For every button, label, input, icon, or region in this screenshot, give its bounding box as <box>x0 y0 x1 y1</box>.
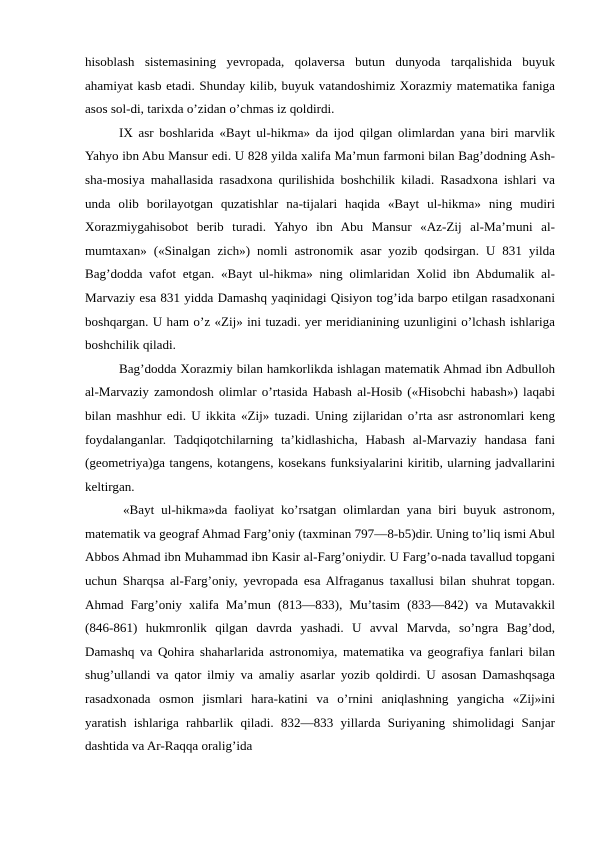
paragraph-bayt-ul-hikma-yahyo: IX asr boshlarida «Bayt ul-hikma» da ijod qilgan olimlardan yana biri marvlik Yahyo ibn Abu Mansur edi. U 828 yilda xalifa Ma’mun farmoni bilan Bag’dodning Ash-sha-mosiya mahallasida rasadxona qurilishida boshchilik kiladi. Rasadxona ishlari va unda olib borilayotgan quzatishlar na-tijalari haqida «Bayt ul-hikma» ning mudiri Xorazmiygahisobot berib turadi. Yahyo ibn Abu Mansur «Az-Zij al-Ma’muni al-mumtaxan» («Sinalgan zich») nomli astronomik asar yozib qodsirgan. U 831 yilda Bag’dodda vafot etgan. «Bayt ul-hikma» ning olimlaridan Xolid ibn Abdumalik al-Marvaziy esa 831 yidda Damashq yaqinidagi Qisiyon tog’ida barpo etilgan rasadxonani boshqargan. U ham o’z «Zij» ini tuzadi. yer meridianining uzunligini o’lchash ishlariga boshchilik qiladi. <box>85 124 555 353</box>
paragraph-habash-al-hosib: Bag’dodda Xorazmiy bilan hamkorlikda ishlagan matematik Ahmad ibn Adbulloh al-Marvaziy zamondosh olimlar o’rtasida Habash al-Hosib («Hisobchi habash») laqabi bilan mashhur edi. U ikkita «Zij» tuzadi. Uning zijlaridan o’rta asr astronomlari keng foydalanganlar. Tadqiqotchilarning ta’kidlashicha, Habash al-Marvaziy handasa fani (geometriya)ga tangens, kotangens, kosekans funksiyalarini kiritib, ularning jadvallarini keltirgan. <box>85 360 555 494</box>
paragraph-continuation: hisoblash sistemasining yevropada, qolaversa butun dunyoda tarqalishida buyuk ahamiyat kasb etadi. Shunday kilib, buyuk vatandoshimiz Xorazmiy matematika faniga asos sol-di, tarixda o’zidan o’chmas iz qoldirdi. <box>85 54 555 117</box>
document-page <box>85 50 555 758</box>
paragraph-ahmad-fargoniy: «Bayt ul-hikma»da faoliyat ko’rsatgan olimlardan yana biri buyuk astronom, matematik va geograf Ahmad Farg’oniy (taxminan 797—8-b5)dir. Uning to’liq ismi Abul Abbos Ahmad ibn Muhammad ibn Kasir al-Farg’oniydir. U Farg’o-nada tavallud topgani uchun Sharqsa al-Farg’oniy, yevropada esa Alfraganus taxallusi bilan shuhrat topgan. Ahmad Farg’oniy xalifa Ma’mun (813—833), Mu’tasim (833—842) va Mutavakkil (846-861) hukmronlik qilgan davrda yashadi. U avval Marvda, so’ngra Bag’dod, Damashq va Qohira shaharlarida astronomiya, matematika va geografiya fanlari bilan shug’ullandi va qator ilmiy va amaliy asarlar yozib qoldirdi. U asosan Damashqsaga rasadxonada osmon jismlari hara-katini va o’rnini aniqlashning yangicha «Zij»ini yaratish ishlariga rahbarlik qiladi. 832—833 yillarda Suriyaning shimolidagi Sanjar dashtida va Ar-Raqqa oralig’ida <box>85 502 555 754</box>
